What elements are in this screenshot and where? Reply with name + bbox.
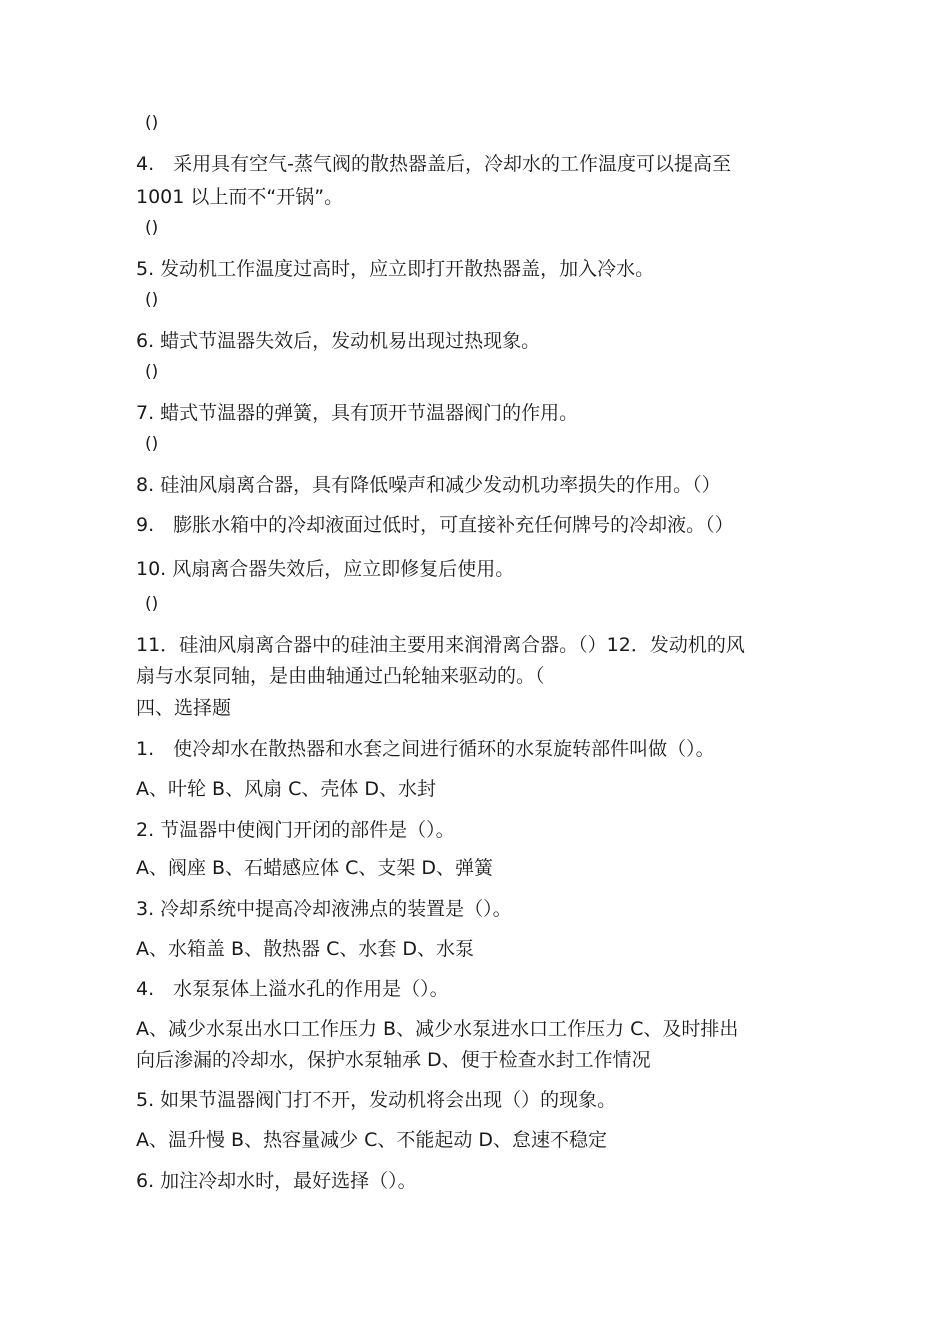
answer-blank: () — [145, 594, 159, 614]
options-line: 向后渗漏的冷却水，保护水泵轴承 D、便于检查水封工作情况 — [136, 1049, 651, 1071]
question-line: 10. 风扇离合器失效后，应立即修复后使用。 — [136, 558, 515, 580]
question-line: 8. 硅油风扇离合器，具有降低噪声和减少发动机功率损失的作用。（） — [136, 474, 721, 496]
question-line: 扇与水泵同轴，是由曲轴通过凸轮轴来驱动的。（ — [136, 665, 545, 687]
options-line: A、温升慢 B、热容量减少 C、不能起动 D、怠速不稳定 — [136, 1129, 608, 1151]
answer-blank: () — [145, 290, 159, 310]
question-line: 11．硅油风扇离合器中的硅油主要用来润滑离合器。（）12．发动机的风 — [136, 634, 745, 656]
question-line: 4. 水泵泵体上溢水孔的作用是（）。 — [136, 978, 449, 1000]
answer-blank: () — [145, 362, 159, 382]
options-line: A、阀座 B、石蜡感应体 C、支架 D、弹簧 — [136, 857, 494, 879]
question-line: 1001 以上而不“开锅”。 — [136, 186, 344, 208]
answer-blank: () — [145, 113, 159, 133]
question-line: 5. 发动机工作温度过高时，应立即打开散热器盖，加入冷水。 — [136, 258, 655, 280]
question-line: 6. 加注冷却水时，最好选择（）。 — [136, 1170, 417, 1192]
options-line: A、叶轮 B、风扇 C、壳体 D、水封 — [136, 778, 437, 800]
question-line: 1. 使冷却水在散热器和水套之间进行循环的水泵旋转部件叫做（）。 — [136, 738, 715, 760]
question-line: 7. 蜡式节温器的弹簧，具有顶开节温器阀门的作用。 — [136, 402, 579, 424]
answer-blank: () — [145, 218, 159, 238]
options-line: A、水箱盖 B、散热器 C、水套 D、水泵 — [136, 938, 475, 960]
section-heading: 四、选择题 — [136, 697, 232, 719]
question-line: 5. 如果节温器阀门打不开，发动机将会出现（）的现象。 — [136, 1089, 617, 1111]
question-line: 6. 蜡式节温器失效后，发动机易出现过热现象。 — [136, 330, 541, 352]
options-line: A、减少水泵出水口工作压力 B、减少水泵进水口工作压力 C、及时排出 — [136, 1018, 739, 1040]
answer-blank: () — [145, 434, 159, 454]
question-line: 4. 采用具有空气-蒸气阀的散热器盖后，冷却水的工作温度可以提高至 — [136, 153, 731, 175]
question-line: 3. 冷却系统中提高冷却液沸点的装置是（）。 — [136, 898, 512, 920]
question-line: 2. 节温器中使阀门开闭的部件是（）。 — [136, 819, 455, 841]
question-line: 9. 膨胀水箱中的冷却液面过低时，可直接补充任何牌号的冷却液。（） — [136, 514, 734, 536]
